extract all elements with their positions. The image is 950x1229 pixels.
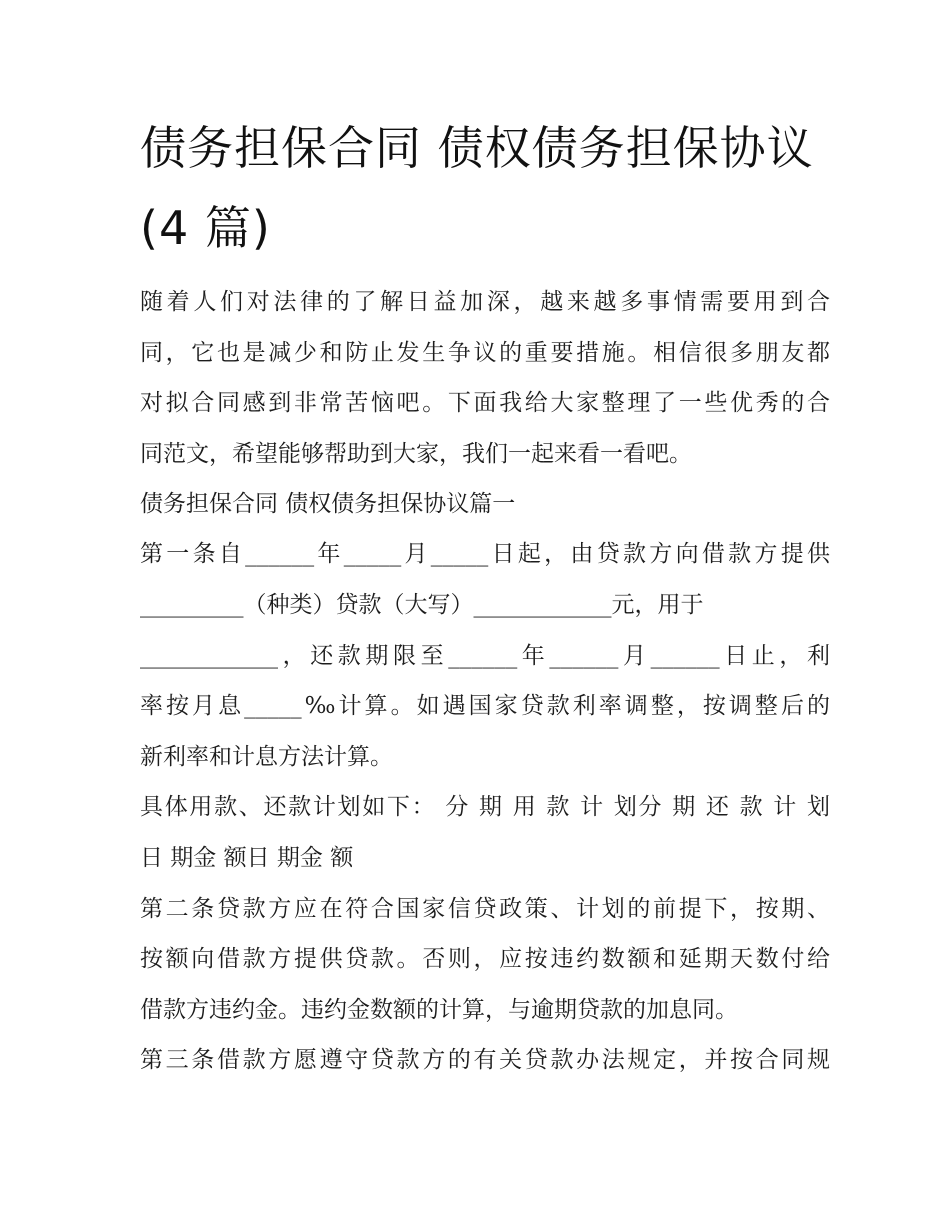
section-heading: 债务担保合同 债权债务担保协议篇一 xyxy=(140,491,516,517)
repayment-plan-line: 日 期金 额日 期金 额 xyxy=(140,845,354,871)
article-1-line: _________（种类）贷款（大写）____________元，用于 xyxy=(140,592,704,618)
article-1-line: 率按月息_____‰计算。如遇国家贷款利率调整，按调整后的 xyxy=(140,693,830,719)
article-1-line: ____________，还款期限至______年______月______日止，利 xyxy=(140,643,830,669)
article-2-line: 按额向借款方提供贷款。否则，应按违约数额和延期天数付给 xyxy=(140,946,830,972)
article-3-line: 第三条借款方愿遵守贷款方的有关贷款办法规定，并按合同规 xyxy=(140,1047,830,1073)
article-2-line: 第二条贷款方应在符合国家信贷政策、计划的前提下，按期、 xyxy=(140,896,830,922)
article-1-line: 新利率和计息方法计算。 xyxy=(140,744,393,770)
document-title: 债务担保合同 债权债务担保协议(4 篇) xyxy=(140,121,814,255)
article-1-line: 第一条自______年_____月_____日起，由贷款方向借款方提供 xyxy=(140,541,830,567)
repayment-plan-line: 具体用款、还款计划如下： 分 期 用 款 计 划分 期 还 款 计 划 xyxy=(140,794,830,820)
intro-paragraph-line: 同范文，希望能够帮助到大家，我们一起来看一看吧。 xyxy=(140,441,692,467)
intro-paragraph-line: 对拟合同感到非常苦恼吧。下面我给大家整理了一些优秀的合 xyxy=(140,390,830,416)
intro-paragraph-line: 同，它也是减少和防止发生争议的重要措施。相信很多朋友都 xyxy=(140,340,830,366)
intro-paragraph-line: 随着人们对法律的了解日益加深，越来越多事情需要用到合 xyxy=(140,289,830,315)
article-2-line: 借款方违约金。违约金数额的计算，与逾期贷款的加息同。 xyxy=(140,997,738,1023)
